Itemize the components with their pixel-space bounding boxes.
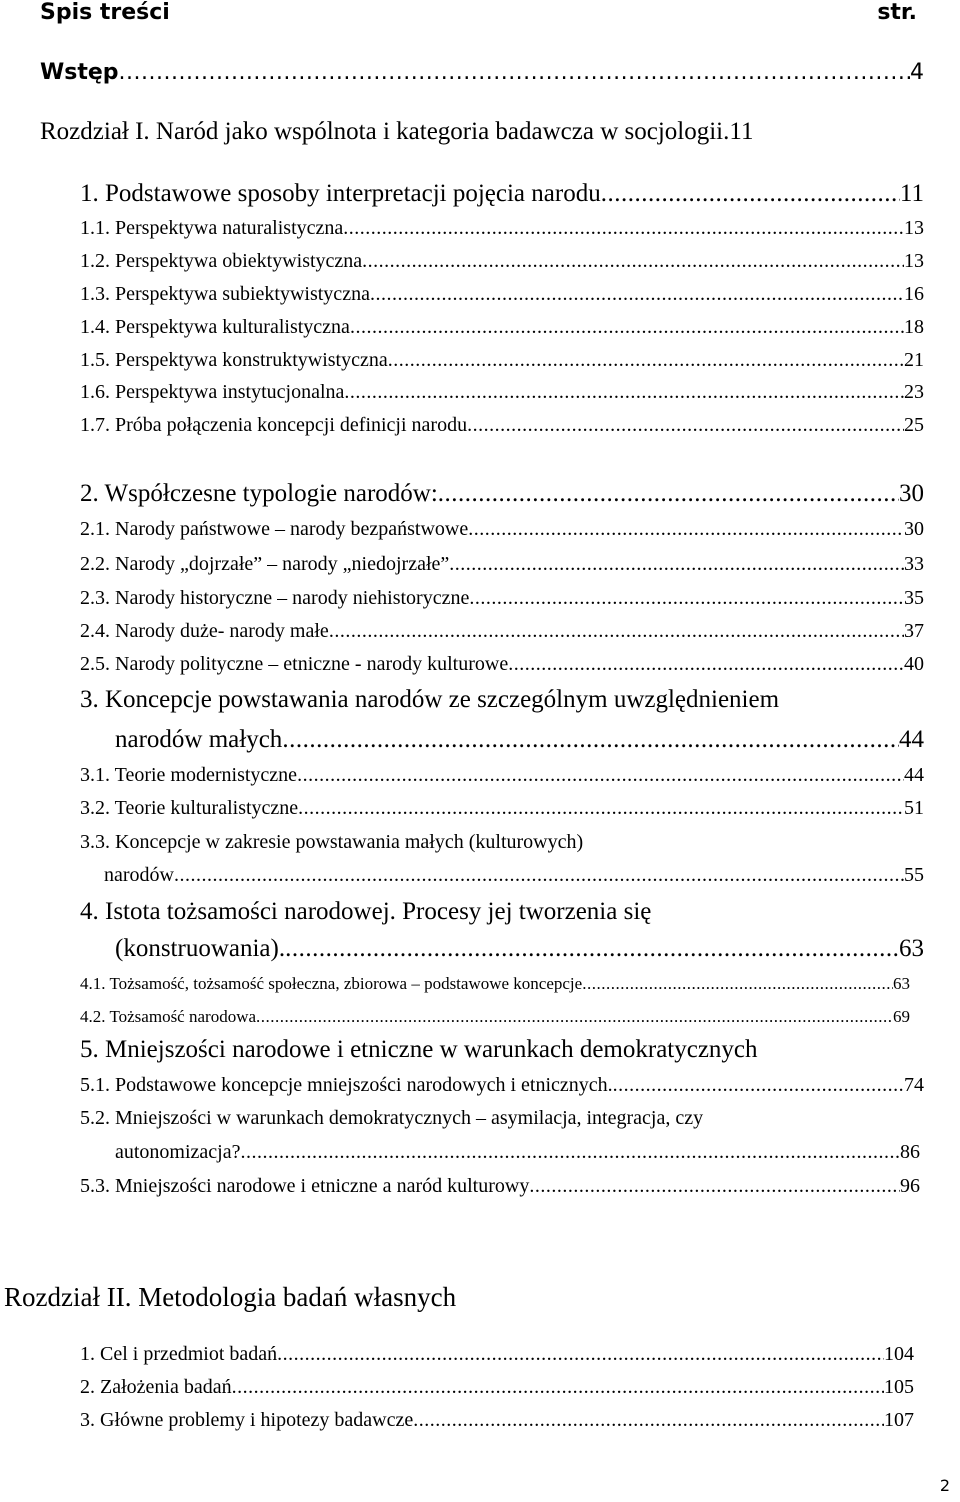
toc-entry-5-title: 5. Mniejszości narodowe i etniczne w warunkach demokratycznych [80, 1036, 758, 1063]
toc-entry-2-5: 2.5. Narody polityczne – etniczne - narody kulturowe ..... 40 [80, 653, 924, 676]
toc-entry-ch2-2: 2. Założenia badań ..... 105 [80, 1376, 914, 1399]
toc-entry-1-3: 1.3. Perspektywa subiektywistyczna ..... 16 [80, 283, 924, 306]
toc-entry-2-2: 2.2. Narody „dojrzałe” – narody „niedojrzałe” ..... 33 [80, 553, 924, 576]
toc-entry-1-6: 1.6. Perspektywa instytucjonalna ..... 23 [80, 381, 924, 404]
toc-entry-4: (konstruowania). ..... 63 [115, 935, 924, 963]
toc-entry-5-2: autonomizacja? ..... 86 [115, 1141, 920, 1164]
toc-entry-5-2-title: 5.2. Mniejszości w warunkach demokratycznych – asymilacja, integracja, czy [80, 1107, 704, 1129]
toc-entry-3-title: 3. Koncepcje powstawania narodów ze szczególnym uwzględnieniem [80, 686, 780, 713]
toc-entry-3-1: 3.1. Teorie modernistyczne ..... 44 [80, 764, 924, 787]
page-column-label: str. [877, 0, 917, 25]
toc-entry-ch2-1: 1. Cel i przedmiot badań ..... 104 [80, 1343, 914, 1366]
toc-entry-1-5: 1.5. Perspektywa konstruktywistyczna ..... 21 [80, 349, 924, 372]
toc-entry-2-3: 2.3. Narody historyczne – narody niehistoryczne ..... 35 [80, 587, 924, 610]
toc-entry-1-7: 1.7. Próba połączenia koncepcji definicji narodu ..... 25 [80, 414, 924, 437]
toc-entry-ch2-3: 3. Główne problemy i hipotezy badawcze ..... 107 [80, 1409, 914, 1432]
toc-title: Spis treści [40, 0, 170, 25]
toc-entry-3-3-title: 3.3. Koncepcje w zakresie powstawania małych (kulturowych) [80, 831, 584, 853]
toc-entry-chapter-2: Rozdział II. Metodologia badań własnych [4, 1282, 457, 1312]
toc-entry-1-2: 1.2. Perspektywa obiektywistyczna ..... 13 [80, 250, 924, 273]
toc-entry-chapter-1: Rozdział I. Naród jako wspólnota i kategoria badawcza w socjologii. 11 [40, 118, 754, 145]
toc-entry-1-1: 1.1. Perspektywa naturalistyczna ..... 13 [80, 217, 924, 240]
toc-entry-1-4: 1.4. Perspektywa kulturalistyczna ..... 18 [80, 316, 924, 339]
toc-entry-2-1: 2.1. Narody państwowe – narody bezpaństwowe ..... 30 [80, 518, 924, 541]
page-number: 2 [939, 1476, 950, 1495]
toc-entry-4-2: 4.2. Tożsamość narodowa ..... 69 [80, 1007, 910, 1027]
toc-entry-4-title: 4. Istota tożsamości narodowej. Procesy jej tworzenia się [80, 898, 652, 925]
toc-entry-1: 1. Podstawowe sposoby interpretacji pojęcia narodu ..... 11 [80, 180, 924, 208]
toc-entry-4-1: 4.1. Tożsamość, tożsamość społeczna, zbiorowa – podstawowe koncepcje ..... 63 [80, 974, 910, 994]
toc-entry-2: 2. Współczesne typologie narodów: ..... 30 [80, 480, 924, 508]
toc-entry-3-2: 3.2. Teorie kulturalistyczne ..... 51 [80, 797, 924, 820]
toc-entry-intro: Wstęp ..... 4 [40, 60, 924, 85]
toc-entry-3: narodów małych ..... 44 [115, 726, 924, 754]
toc-entry-5-1: 5.1. Podstawowe koncepcje mniejszości narodowych i etnicznych. ..... 74 [80, 1074, 924, 1097]
toc-entry-3-3: narodów ..... 55 [104, 864, 924, 887]
toc-entry-5-3: 5.3. Mniejszości narodowe i etniczne a naród kulturowy ..... 96 [80, 1175, 920, 1198]
toc-entry-2-4: 2.4. Narody duże- narody małe ..... 37 [80, 620, 924, 643]
